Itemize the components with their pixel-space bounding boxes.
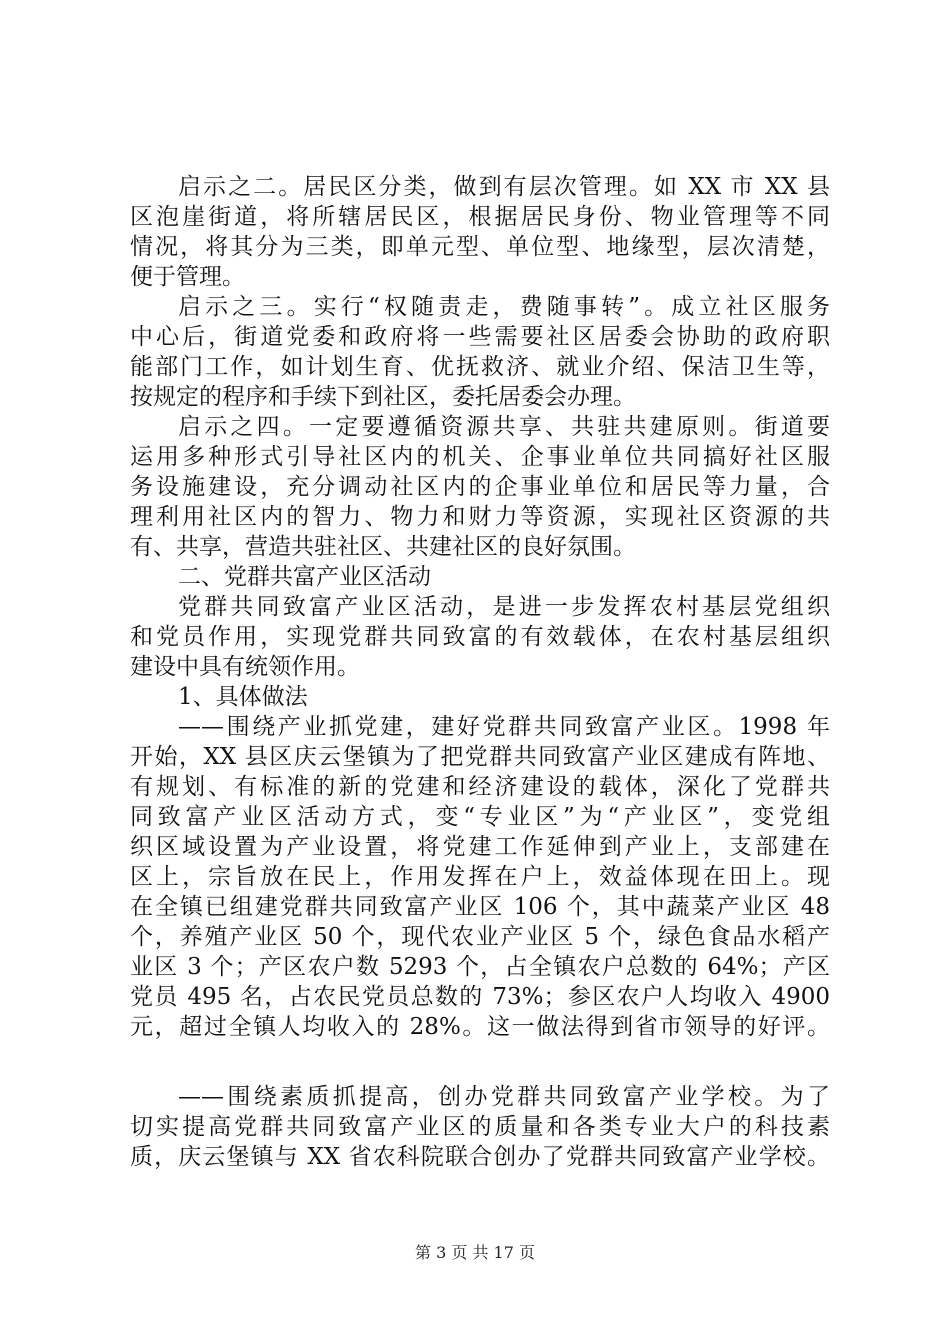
paragraph-line: 开始，XX 县区庆云堡镇为了把党群共同致富产业区建成有阵地、 — [130, 744, 830, 770]
paragraph-line: 区上，宗旨放在民上，作用发挥在户上，效益体现在田上。现 — [130, 864, 830, 890]
paragraph-line: 情况，将其分为三类，即单元型、单位型、地缘型，层次清楚， — [130, 234, 830, 260]
paragraph-line: 有、共享，营造共驻社区、共建社区的良好氛围。 — [130, 534, 636, 560]
paragraph-line: 启示之二。居民区分类，做到有层次管理。如 XX 市 XX 县 — [178, 174, 830, 200]
paragraph-line: 区泡崖街道，将所辖居民区，根据居民身份、物业管理等不同 — [130, 204, 830, 230]
paragraph-line: 有规划、有标准的新的党建和经济建设的载体，深化了党群共 — [130, 774, 830, 800]
page-footer: 第 3 页 共 17 页 — [415, 1243, 535, 1262]
paragraph-line: ——围绕产业抓党建，建好党群共同致富产业区。1998 年 — [178, 714, 830, 740]
paragraph-line: 和党员作用，实现党群共同致富的有效载体，在农村基层组织 — [130, 624, 830, 650]
paragraph-line: 理利用社区内的智力、物力和财力等资源，实现社区资源的共 — [130, 504, 830, 530]
paragraph-line: 便于管理。 — [130, 264, 245, 290]
paragraph-line: 在全镇已组建党群共同致富产业区 106 个，其中蔬菜产业区 48 — [130, 894, 830, 920]
paragraph-line: 中心后，街道党委和政府将一些需要社区居委会协助的政府职 — [130, 324, 830, 350]
paragraph-line: 二、党群共富产业区活动 — [178, 564, 431, 590]
paragraph-line: 切实提高党群共同致富产业区的质量和各类专业大户的科技素 — [130, 1114, 830, 1140]
paragraph-line: 同致富产业区活动方式，变“专业区”为“产业区”，变党组 — [130, 804, 830, 830]
paragraph-line: 启示之三。实行“权随责走，费随事转”。成立社区服务 — [178, 294, 830, 320]
paragraph-line: 个，养殖产业区 50 个，现代农业产业区 5 个，绿色食品水稻产 — [130, 924, 830, 950]
paragraph-line: 党群共同致富产业区活动，是进一步发挥农村基层党组织 — [178, 594, 830, 620]
paragraph-line: 业区 3 个；产区农户数 5293 个，占全镇农户总数的 64%；产区 — [130, 954, 830, 980]
paragraph-line: 能部门工作，如计划生育、优抚救济、就业介绍、保洁卫生等， — [130, 354, 830, 380]
paragraph-line: 质，庆云堡镇与 XX 省农科院联合创办了党群共同致富产业学校。 — [130, 1144, 830, 1170]
paragraph-line: 按规定的程序和手续下到社区，委托居委会办理。 — [130, 384, 636, 410]
paragraph-line: 运用多种形式引导社区内的机关、企事业单位共同搞好社区服 — [130, 444, 830, 470]
paragraph-line: 1、具体做法 — [178, 684, 308, 710]
paragraph-line: 建设中具有统领作用。 — [130, 654, 360, 680]
paragraph-line: 织区域设置为产业设置，将党建工作延伸到产业上，支部建在 — [130, 834, 830, 860]
paragraph-line: 务设施建设，充分调动社区内的企事业单位和居民等力量，合 — [130, 474, 830, 500]
paragraph-line: 元，超过全镇人均收入的 28%。这一做法得到省市领导的好评。 — [130, 1014, 830, 1040]
paragraph-line: 党员 495 名，占农民党员总数的 73%；参区农户人均收入 4900 — [130, 984, 830, 1010]
paragraph-line: 启示之四。一定要遵循资源共享、共驻共建原则。街道要 — [178, 414, 830, 440]
paragraph-line: ——围绕素质抓提高，创办党群共同致富产业学校。为了 — [178, 1084, 830, 1110]
